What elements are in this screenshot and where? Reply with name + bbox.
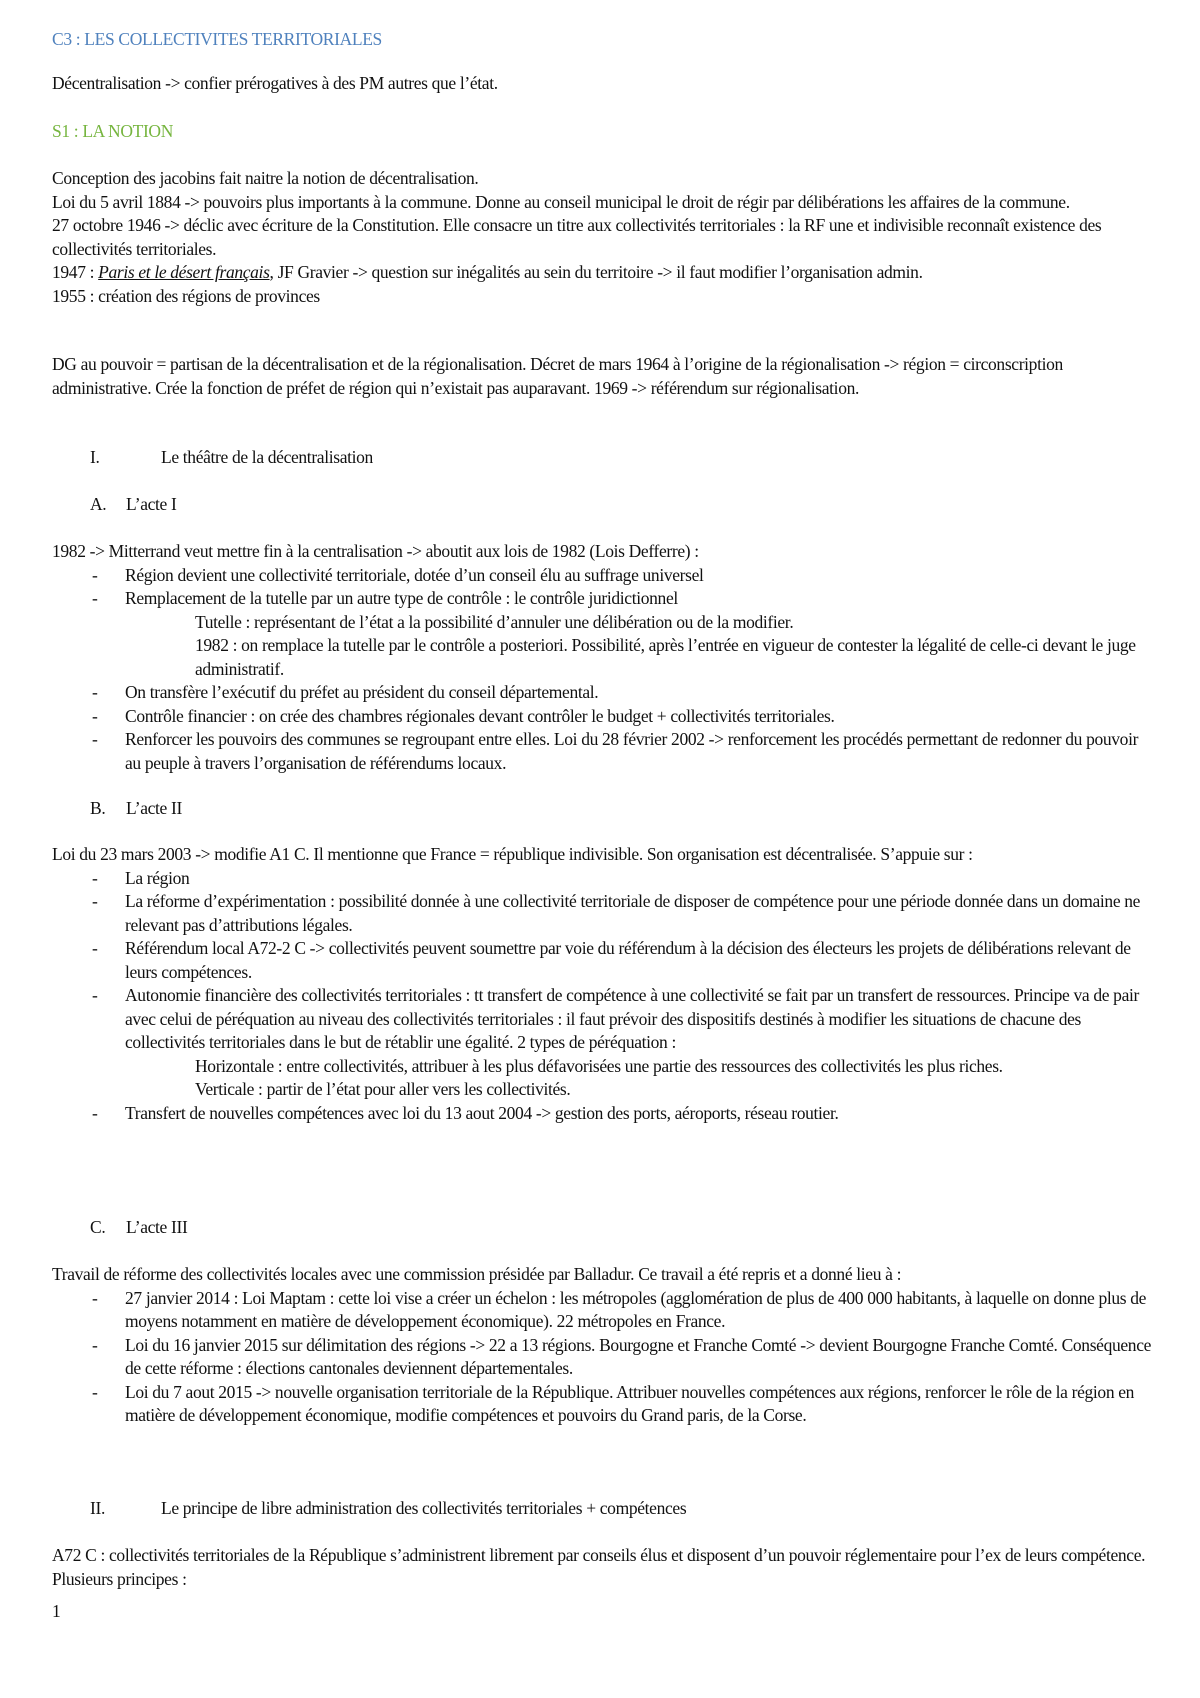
act-b-list bbox=[52, 867, 1152, 1126]
page-number: 1 bbox=[52, 1601, 61, 1621]
act-title: L’acte II bbox=[126, 798, 182, 818]
text-line: 1955 : création des régions de provinces bbox=[52, 285, 320, 306]
act-title: L’acte I bbox=[126, 494, 177, 514]
act-letter: A. bbox=[90, 494, 107, 514]
list-item: - La réforme d’expérimentation : possibilité donnée à une collectivité territoriale de disposer de compétence pour une période donnée dans un domaine ne relevant pas d’attributions légales. bbox=[52, 890, 1152, 937]
dg-paragraph: DG au pouvoir = partisan de la décentralisation et de la régionalisation. Décret de mars 1964 à l’origine de la régionalisation -> région = circonscription administrative. Crée la fonction de préfet de région qui n’existait pas auparavant. 1969 -> référendum sur régionalisation. bbox=[52, 354, 1063, 398]
text-line: Loi du 5 avril 1884 -> pouvoirs plus importants à la commune. Donne au conseil municipal le droit de régir par délibérations les affaires de la commune. bbox=[52, 191, 1070, 212]
act-b-body bbox=[52, 843, 1152, 1125]
part-number: II. bbox=[90, 1498, 105, 1518]
act-b-intro: Loi du 23 mars 2003 -> modifie A1 C. Il mentionne que France = république indivisible. Son organisation est décentralisée. S’appuie sur : bbox=[52, 844, 973, 864]
part-title: Le principe de libre administration des collectivités territoriales + compétences bbox=[161, 1498, 687, 1518]
list-item: - Référendum local A72-2 C -> collectivités peuvent soumettre par voie du référendum à la décision des électeurs les projets de délibérations relevant de leurs compétences. bbox=[52, 937, 1152, 984]
list-item: - Contrôle financier : on crée des chambres régionales devant contrôler le budget + collectivités territoriales. bbox=[52, 705, 1152, 729]
act-c-intro: Travail de réforme des collectivités locales avec une commission présidée par Balladur. Ce travail a été repris et a donné lieu à : bbox=[52, 1264, 902, 1284]
part-number: I. bbox=[90, 447, 100, 467]
sub-item: Verticale : partir de l’état pour aller vers les collectivités. bbox=[195, 1079, 571, 1099]
text-line: Conception des jacobins fait naitre la notion de décentralisation. bbox=[52, 168, 479, 188]
act-letter: B. bbox=[90, 798, 106, 818]
text-line-1947: 1947 : Paris et le désert français, JF Gravier -> question sur inégalités au sein du territoire -> il faut modifier l’organisation admin. bbox=[52, 262, 923, 282]
a72-paragraph: A72 C : collectivités territoriales de la République s’administrent librement par conseils élus et disposent d’un pouvoir réglementaire pour l’ex de leurs compétence. Plusieurs principes : bbox=[52, 1545, 1146, 1589]
sub-item: Horizontale : entre collectivités, attribuer à les plus défavorisées une partie des ressources des collectivités les plus riches. bbox=[195, 1055, 1003, 1076]
list-item: - Loi du 7 aout 2015 -> nouvelle organisation territoriale de la République. Attribuer nouvelles compétences aux régions, renforcer le rôle de la région en matière de développement économique, modifie compétences et pouvoirs du Grand paris, de la Corse. bbox=[52, 1381, 1152, 1428]
act-a-intro: 1982 -> Mitterrand veut mettre fin à la centralisation -> aboutit aux lois de 1982 (Lois Defferre) : bbox=[52, 541, 699, 561]
section-heading-s1: S1 : LA NOTION bbox=[52, 121, 174, 141]
list-item: - On transfère l’exécutif du préfet au président du conseil départemental. bbox=[52, 681, 1152, 705]
notion-paragraph bbox=[52, 167, 1152, 308]
part-title: Le théâtre de la décentralisation bbox=[161, 447, 373, 467]
sub-item: 1982 : on remplace la tutelle par le contrôle a posteriori. Possibilité, après l’entrée en vigueur de contester la légalité de celle-ci devant le juge administratif. bbox=[195, 635, 1136, 679]
list-item: - 27 janvier 2014 : Loi Maptam : cette loi vise a créer un échelon : les métropoles (agglomération de plus de 400 000 habitants, à laquelle on donne plus de moyens notamment en matière de développement économique). 22 métropoles en France. bbox=[52, 1287, 1152, 1334]
act-c-list bbox=[52, 1287, 1152, 1428]
text-line: 27 octobre 1946 -> déclic avec écriture de la Constitution. Elle consacre un titre aux collectivités territoriales : la RF une et indivisible reconnaît existence des collectivités territoriales. bbox=[52, 215, 1102, 259]
list-item: - Transfert de nouvelles compétences avec loi du 13 aout 2004 -> gestion des ports, aéroports, réseau routier. bbox=[52, 1102, 1152, 1126]
act-c-body bbox=[52, 1263, 1152, 1428]
act-a-list bbox=[52, 564, 1152, 776]
list-item: - Autonomie financière des collectivités territoriales : tt transfert de compétence à une collectivité se fait par un transfert de ressources. Principe va de pair avec celui de péréquation au niveau des collectivités territoriales : il faut prévoir des dispositifs destinés à modifier les situations de chacune des collectivités territoriales dans le but de rétablir une égalité. 2 types de péréquation : Horizontale : entre collectivités, attribuer à les plus défavorisées une partie des ressources des collectivités les plus riches. Verticale : partir de l’état pour aller vers les collectivités. bbox=[52, 984, 1152, 1102]
chapter-heading: C3 : LES COLLECTIVITES TERRITORIALES bbox=[52, 29, 382, 49]
book-title: Paris et le désert français bbox=[98, 262, 270, 282]
sub-item: Tutelle : représentant de l’état a la possibilité d’annuler une délibération ou de la modifier. bbox=[195, 611, 794, 632]
list-item: - Loi du 16 janvier 2015 sur délimitation des régions -> 22 a 13 régions. Bourgogne et Franche Comté -> devient Bourgogne Franche Comté. Conséquence de cette réforme : élections cantonales deviennent départementales. bbox=[52, 1334, 1152, 1381]
act-letter: C. bbox=[90, 1217, 106, 1237]
list-item: - Renforcer les pouvoirs des communes se regroupant entre elles. Loi du 28 février 2002 -> renforcement les procédés permettant de redonner du pouvoir au peuple à travers l’organisation de référendums locaux. bbox=[52, 728, 1152, 775]
act-title: L’acte III bbox=[126, 1217, 188, 1237]
list-item: - Région devient une collectivité territoriale, dotée d’un conseil élu au suffrage universel bbox=[52, 564, 1152, 588]
act-a-body bbox=[52, 540, 1152, 775]
list-item: - La région bbox=[52, 867, 1152, 891]
list-item: - Remplacement de la tutelle par un autre type de contrôle : le contrôle juridictionnel Tutelle : représentant de l’état a la possibilité d’annuler une délibération ou de la modifier. 1982 : on remplace la tutelle par le contrôle a posteriori. Possibilité, après l’entrée en vigueur de contester la légalité de celle-ci devant le juge administratif. bbox=[52, 587, 1152, 681]
intro-paragraph: Décentralisation -> confier prérogatives à des PM autres que l’état. bbox=[52, 73, 498, 93]
